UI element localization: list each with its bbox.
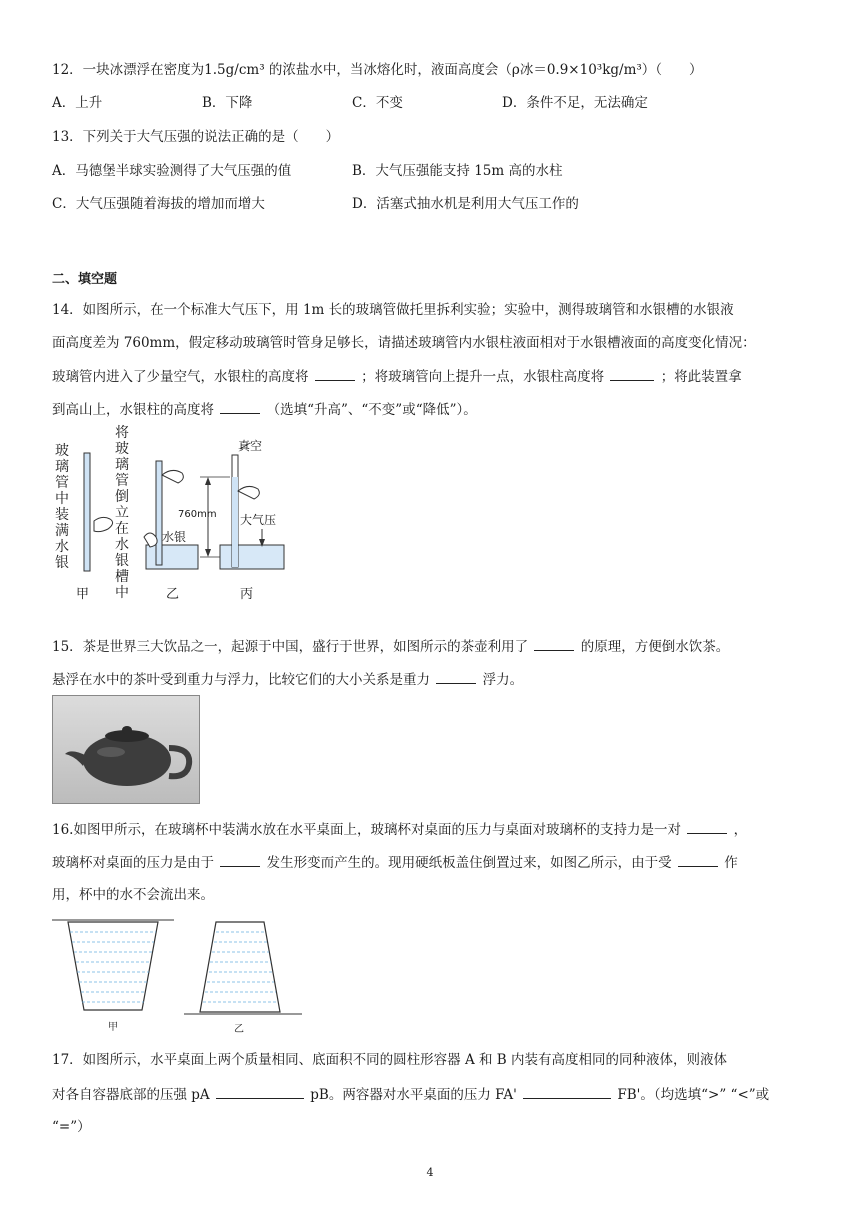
q17-blank-2[interactable] <box>523 1084 611 1099</box>
label-glass-yi: 乙 <box>234 1024 244 1035</box>
glass-diagram <box>52 912 312 1022</box>
label-invert-tube: 将玻璃管倒立在水银槽中 <box>115 425 129 601</box>
label-atm: 大气压 <box>240 513 277 527</box>
q16-blank-2[interactable] <box>220 852 260 867</box>
q14-text-3a: 玻璃管内进入了少量空气，水银柱的高度将 <box>52 369 309 385</box>
q12-option-b[interactable]: B．下降 <box>202 95 253 111</box>
q14-text-3b: ；将玻璃管向上提升一点，水银柱高度将 <box>361 369 605 385</box>
q15-blank-2[interactable] <box>436 669 476 684</box>
q13-option-a[interactable]: A．马德堡半球实验测得了大气压强的值 <box>52 163 292 179</box>
q17-line-3: “=”） <box>52 1119 91 1135</box>
q14-blank-3[interactable] <box>220 399 260 414</box>
glass-figure <box>52 912 312 1037</box>
q17-text-2b: pB。两容器对水平桌面的压力 FA' <box>310 1087 517 1103</box>
q15-text-1b: 的原理，方便倒水饮茶。 <box>580 639 730 655</box>
q16-text-1a: 16.如图甲所示，在玻璃杯中装满水放在水平桌面上，玻璃杯对桌面的压力与桌面对玻璃杯的支持力是一对 <box>52 822 681 838</box>
q12-stem: 12．一块冰漂浮在密度为1.5g/cm³ 的浓盐水中，当冰熔化时，液面高度会（ρ冰＝0.9×10³kg/m³）（ ） <box>52 62 703 78</box>
q14-line-2: 面高度差为 760mm，假定移动玻璃管时管身足够长，请描述玻璃管内水银柱液面相对于水银槽液面的高度变化情况： <box>52 335 756 351</box>
page-number: 4 <box>426 1166 434 1179</box>
q14-text-4b: （选填“升高”、“不变”或“降低”）。 <box>266 402 477 418</box>
q15-text-2a: 悬浮在水中的茶叶受到重力与浮力，比较它们的大小关系是重力 <box>52 672 430 688</box>
q14-blank-1[interactable] <box>315 366 355 381</box>
teapot-photo <box>52 695 200 804</box>
q17-blank-1[interactable] <box>216 1084 304 1099</box>
torricelli-figure <box>50 425 300 605</box>
label-mercury: 水银 <box>162 530 187 544</box>
q14-text-3c: ；将此装置拿 <box>660 369 742 385</box>
label-glass-jia: 甲 <box>108 1022 118 1033</box>
q14-text-4a: 到高山上，水银柱的高度将 <box>52 402 214 418</box>
q17-text-2c: FB'。（均选填“>” “<”或 <box>617 1087 770 1103</box>
q13-option-c[interactable]: C．大气压强随着海拔的增加而增大 <box>52 196 265 212</box>
q17-text-2a: 对各自容器底部的压强 pA <box>52 1087 210 1103</box>
q13-stem: 13．下列关于大气压强的说法正确的是（ ） <box>52 129 340 145</box>
q14-line-4 <box>52 399 812 420</box>
q15-text-1a: 15．茶是世界三大饮品之一，起源于中国，盛行于世界，如图所示的茶壶利用了 <box>52 639 529 655</box>
q16-blank-3[interactable] <box>678 852 718 867</box>
label-bing: 丙 <box>240 587 254 602</box>
q16-text-2b: 发生形变而产生的。现用硬纸板盖住倒置过来，如图乙所示，由于受 <box>266 855 672 871</box>
label-vacuum: 真空 <box>238 439 263 453</box>
q15-line-2 <box>52 669 812 690</box>
q12-option-c[interactable]: C．不变 <box>352 95 403 111</box>
q13-option-b[interactable]: B．大气压强能支持 15m 高的水柱 <box>352 163 563 179</box>
q15-blank-1[interactable] <box>534 636 574 651</box>
teapot-icon <box>53 696 199 803</box>
q16-text-1b: ， <box>733 822 748 838</box>
q12-option-a[interactable]: A．上升 <box>52 95 103 111</box>
q15-line-1 <box>52 636 812 657</box>
q17-line-1: 17．如图所示，水平桌面上两个质量相同、底面积不同的圆柱形容器 A 和 B 内装有高度相同的同种液体，则液体 <box>52 1052 728 1068</box>
q16-line-1 <box>52 819 812 840</box>
q16-blank-1[interactable] <box>687 819 727 834</box>
q13-option-d[interactable]: D．活塞式抽水机是利用大气压工作的 <box>352 196 579 212</box>
q16-line-2 <box>52 852 812 873</box>
q17-line-2 <box>52 1084 812 1105</box>
label-jia: 甲 <box>76 587 90 602</box>
q16-line-3: 用，杯中的水不会流出来。 <box>52 887 214 903</box>
label-760mm: 760mm <box>178 509 217 520</box>
q12-option-d[interactable]: D．条件不足，无法确定 <box>502 95 648 111</box>
label-fill-tube: 玻璃管中装满水银 <box>55 443 69 571</box>
q14-blank-2[interactable] <box>610 366 654 381</box>
q15-text-2b: 浮力。 <box>482 672 524 688</box>
section-heading: 二、填空题 <box>52 272 118 287</box>
q16-text-2a: 玻璃杯对桌面的压力是由于 <box>52 855 214 871</box>
q14-line-3 <box>52 366 812 387</box>
q16-text-2c: 作 <box>724 855 738 871</box>
label-yi: 乙 <box>166 587 180 602</box>
q14-line-1: 14．如图所示，在一个标准大气压下，用 1m 长的玻璃管做托里拆利实验；实验中，测得玻璃管和水银槽的水银液 <box>52 302 734 318</box>
